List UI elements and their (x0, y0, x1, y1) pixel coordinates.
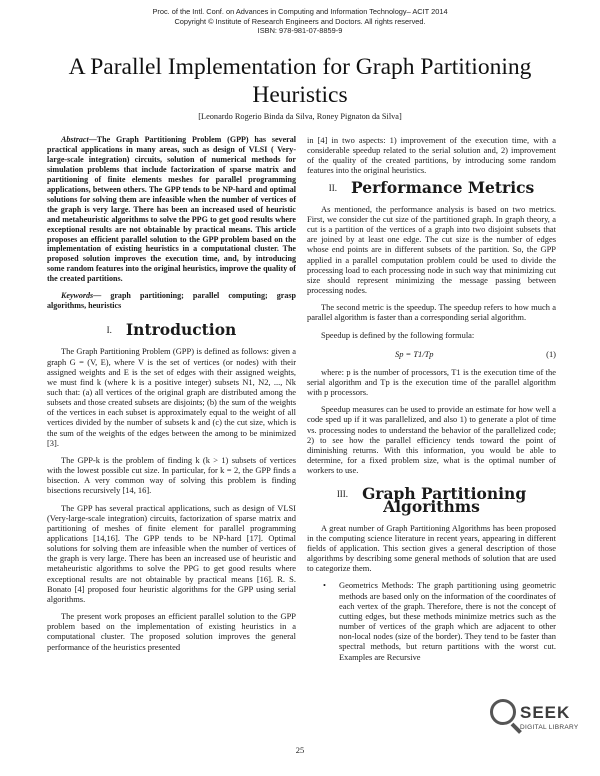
paragraph: where: p is the number of processors, T1 is the execution time of the serial algorithm and Tp is the execution time of the parallel algorithm with p processors. (307, 366, 556, 398)
logo-name: SEEK (520, 703, 571, 722)
right-column (307, 135, 556, 662)
keywords-label: Keywords— (61, 291, 102, 301)
paper-authors: [Leonardo Rogerio Binda da Silva, Roney Pignaton da Silva] (198, 112, 402, 121)
section-number: I. (106, 325, 112, 336)
paragraph: The Graph Partitioning Problem (GPP) is defined as follows: given a graph G = (V, E), where V is the set of vertices (or nodes) with their assigned weights and E is the set of edges with their assigned weights, we must find k (where k is a positive integer) subsets N1, N2, ..., Nk such that: (a) all vertices of the original graph are distributed among the subsets and those created subsets are disjoints; (b) the sum of the weights of the vertices in each subset is approximately equal to the weight of all vertices divided by the number of subsets k and (c) the cut size, which is the sum of the weights of the edges between the among to be minimized [3]. (47, 346, 296, 448)
speedup-formula (307, 347, 556, 367)
section-number: II. (328, 182, 337, 193)
keywords (47, 291, 296, 311)
abstract-text: The Graph Partitioning Problem (GPP) has several practical applications in many areas, such as design of VLSI ( Very-large-scale integration) circuits, solution of numerical methods for simulation problems that include factorization of sparse matrix and partitioning of finite elements meshes for parallel programming applications, between others. The GPP tends to be NP-hard and optimal solutions for solving them are infeasible when the number of vertices of the graph is very large. There has been an increased used of heuristic and metaheuristic algorithms to solve the PPG to get good results where exceptional results are not obtainable by practical means. This article proposes an efficient parallel solution to the GPP problem based on the implementation of existing heuristics in a computational cluster. The proposed solution improves the execution time, and, by introducing some random features into the original heuristics, improve the quality of the created partitions. (47, 135, 296, 284)
seek-digital-library-logo (490, 693, 579, 749)
section-title: Introduction (125, 320, 237, 340)
methods-list (307, 580, 556, 661)
section-title: Graph Partitioning Algorithms (362, 484, 527, 516)
magnifier-icon (490, 699, 516, 725)
list-item: • Geometrics Methods: The graph partitioning using geometric methods are based only on the information of the coordinates of each vertex of the graph. Therefore, there is not the concept of cutting edges, but these methods minimize metrics such as the number of vertices of the graph which are adjacent to other non-local nodes (size of the border). They tend to be faster than spectral methods, but return partitions with the worst cut. Examples are Recursive (339, 580, 556, 661)
section-number: III. (336, 489, 349, 500)
logo-subtitle: DIGITAL LIBRARY (520, 724, 579, 731)
keywords-text: graph partitioning; parallel computing; grasp algorithms, heuristics (47, 291, 296, 311)
page-number: 25 (295, 745, 305, 755)
copyright-line: Copyright © Institute of Research Engineers and Doctors. All rights reserved. (174, 16, 426, 26)
equation-number: (1) (546, 348, 556, 359)
abstract (47, 135, 296, 284)
paragraph: Speedup is defined by the following formula: (321, 329, 475, 340)
paragraph: in [4] in two aspects: 1) improvement of the execution time, with a considerable speedup related to the serial solution and, 2) improvement of the quality of the created partitions, by introducing some random features into the original heuristics. (307, 135, 556, 176)
paragraph: The present work proposes an efficient parallel solution to the GPP problem based on the implementation of existing heuristics in a computational cluster. The proposed solution improves the general performance of the heuristics presented (47, 611, 296, 652)
paragraph: The GPP-k is the problem of finding k (k > 1) subsets of vertices with the lowest possible cut size. In particular, for k = 2, the GPP finds a bisection. A very common way of solving this problem is finding bisections recursively [14, 16]. (47, 454, 296, 496)
paragraph: A great number of Graph Partitioning Algorithms has been proposed in the computing science literature in recent years, appearing in different fields of application. This section gives a general description of those algorithms by describing some general methods of solution that are used to categorize them. (307, 522, 556, 574)
paragraph: As mentioned, the performance analysis is based on two metrics. First, we consider the cut size of the partitioned graph. In graph theory, a cut is a partition of the vertices of a graph into two disjoint subsets that are joined by at least one edge. The cut size is the number of edges whose end points are in different subsets of the partition. So, the GPP applied in a parallel computation problem could be used to divide the processing load to each processing node in such way that minimizing cut size should represent minimizing the message passing between processing nodes. (307, 203, 556, 296)
page-header (0, 7, 600, 36)
section-heading-graph-partitioning-algorithms (307, 484, 556, 516)
formula-expression: Sp = T1/Tp (395, 348, 434, 359)
isbn-line: ISBN: 978-981-07-8859-9 (257, 26, 343, 36)
section-title: Performance Metrics (351, 177, 535, 197)
left-column (47, 135, 296, 659)
abstract-label: Abstract— (61, 135, 97, 144)
paper-title: A Parallel Implementation for Graph Partitioning Heuristics (68, 54, 532, 108)
section-heading-performance-metrics (307, 177, 556, 197)
section-heading-introduction (47, 320, 296, 340)
paragraph: The second metric is the speedup. The speedup refers to how much a parallel algorithm is faster than a corresponding serial algorithm. (307, 302, 556, 323)
conference-line: Proc. of the Intl. Conf. on Advances in Computing and Information Technology– ACIT 2014 (152, 7, 448, 16)
paragraph: Speedup measures can be used to provide an estimate for how well a code sped up if it was parallelized, and also 1) to generate a plot of time vs. processing nodes to understand the behavior of the parallelized code; 2) to see how the parallel efficiency tends toward the point of diminishing returns. With this information, you would be able to determine, for a fixed problem size, what is the optimal number of workers to use. (307, 404, 556, 476)
paragraph: The GPP has several practical applications, such as design of VLSI (Very-large-scale integration) circuits, factorization of sparse matrix and partitioning of meshes of finite element for parallel programming applications [14,16]. The GPP tends to be NP-hard [17]. Optimal solutions for solving them are infeasible when the number of vertices of the graph is very large. There has been an increased use of heuristic and metaheuristic algorithms to solve the PPG to get good results where exceptional results are not obtainable by practical means [16]. R. S. Bonato [4] proposed four heuristic algorithms for the GPP using serial algorithms. (47, 502, 296, 604)
